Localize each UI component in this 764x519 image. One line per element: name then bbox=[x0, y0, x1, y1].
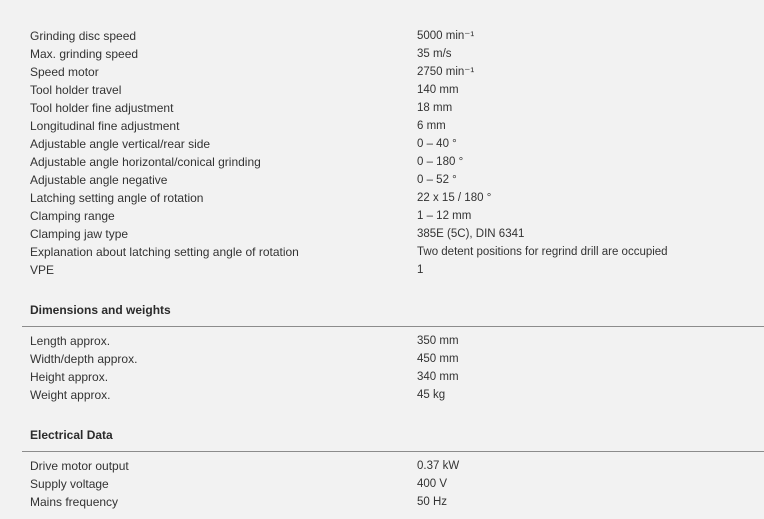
spec-row-tool-holder-fine-adjustment bbox=[0, 99, 764, 117]
spec-value: 385E (5C), DIN 6341 bbox=[417, 228, 525, 240]
spec-value: 400 V bbox=[417, 478, 448, 490]
spec-value: 1 bbox=[417, 264, 424, 276]
general-specs bbox=[0, 27, 764, 279]
electrical-section-header bbox=[22, 422, 764, 452]
spec-label: Clamping range bbox=[30, 209, 115, 223]
spec-value: 35 m/s bbox=[417, 48, 452, 60]
spec-label: Adjustable angle negative bbox=[30, 173, 168, 187]
spec-label: Latching setting angle of rotation bbox=[30, 191, 204, 205]
spec-label: Height approx. bbox=[30, 370, 109, 384]
spec-row-longitudinal-fine-adjustment bbox=[0, 117, 764, 135]
spec-label: Tool holder travel bbox=[30, 83, 122, 97]
spec-row-width bbox=[0, 350, 764, 368]
spec-label: Length approx. bbox=[30, 334, 111, 348]
spec-value: 22 x 15 / 180 ° bbox=[417, 192, 492, 204]
spec-value: 340 mm bbox=[417, 371, 459, 383]
spec-label: Tool holder fine adjustment bbox=[30, 101, 174, 115]
spec-row-grinding-disc-speed bbox=[0, 27, 764, 45]
spec-row-angle-vertical bbox=[0, 135, 764, 153]
spec-table bbox=[0, 27, 764, 511]
section-title: Electrical Data bbox=[30, 428, 113, 442]
spec-value: 0 – 52 ° bbox=[417, 174, 457, 186]
spec-row-tool-holder-travel bbox=[0, 81, 764, 99]
spec-row-vpe bbox=[0, 261, 764, 279]
spec-row-latching-explanation bbox=[0, 243, 764, 261]
spec-label: Adjustable angle vertical/rear side bbox=[30, 137, 211, 151]
spec-label: Longitudinal fine adjustment bbox=[30, 119, 180, 133]
spec-value: 5000 min⁻¹ bbox=[417, 30, 475, 42]
spec-label: Supply voltage bbox=[30, 477, 109, 491]
spec-label: VPE bbox=[30, 263, 55, 277]
dimensions-section-header bbox=[22, 297, 764, 327]
spec-label: Clamping jaw type bbox=[30, 227, 129, 241]
spec-value: 1 – 12 mm bbox=[417, 210, 472, 222]
spec-row-latching-angle bbox=[0, 189, 764, 207]
spec-value: 0 – 40 ° bbox=[417, 138, 457, 150]
spec-label: Max. grinding speed bbox=[30, 47, 139, 61]
spec-label: Mains frequency bbox=[30, 495, 119, 509]
spec-row-drive-motor-output bbox=[0, 457, 764, 475]
electrical-specs bbox=[0, 457, 764, 511]
spec-value: Two detent positions for regrind drill are occupied bbox=[417, 246, 668, 258]
spec-row-height bbox=[0, 368, 764, 386]
spec-row-angle-negative bbox=[0, 171, 764, 189]
spec-value: 6 mm bbox=[417, 120, 446, 132]
spec-value: 18 mm bbox=[417, 102, 453, 114]
spec-row-weight bbox=[0, 386, 764, 404]
spec-value: 2750 min⁻¹ bbox=[417, 66, 475, 78]
spec-value: 140 mm bbox=[417, 84, 459, 96]
spec-row-clamping-jaw-type bbox=[0, 225, 764, 243]
spec-label: Speed motor bbox=[30, 65, 99, 79]
spec-row-angle-horizontal bbox=[0, 153, 764, 171]
spec-value: 50 Hz bbox=[417, 496, 448, 508]
spec-label: Weight approx. bbox=[30, 388, 111, 402]
spec-value: 0.37 kW bbox=[417, 460, 460, 472]
spec-value: 0 – 180 ° bbox=[417, 156, 464, 168]
spec-row-max-grinding-speed bbox=[0, 45, 764, 63]
spec-row-length bbox=[0, 332, 764, 350]
section-title: Dimensions and weights bbox=[30, 303, 171, 317]
spec-label: Explanation about latching setting angle of rotation bbox=[30, 245, 299, 259]
spec-row-speed-motor bbox=[0, 63, 764, 81]
spec-label: Grinding disc speed bbox=[30, 29, 137, 43]
spec-value: 45 kg bbox=[417, 389, 446, 401]
spec-label: Drive motor output bbox=[30, 459, 129, 473]
spec-label: Adjustable angle horizontal/conical grinding bbox=[30, 155, 261, 169]
spec-value: 350 mm bbox=[417, 335, 459, 347]
dimensions-specs bbox=[0, 332, 764, 404]
spec-row-supply-voltage bbox=[0, 475, 764, 493]
spec-value: 450 mm bbox=[417, 353, 459, 365]
spec-row-mains-frequency bbox=[0, 493, 764, 511]
spec-row-clamping-range bbox=[0, 207, 764, 225]
spec-label: Width/depth approx. bbox=[30, 352, 138, 366]
